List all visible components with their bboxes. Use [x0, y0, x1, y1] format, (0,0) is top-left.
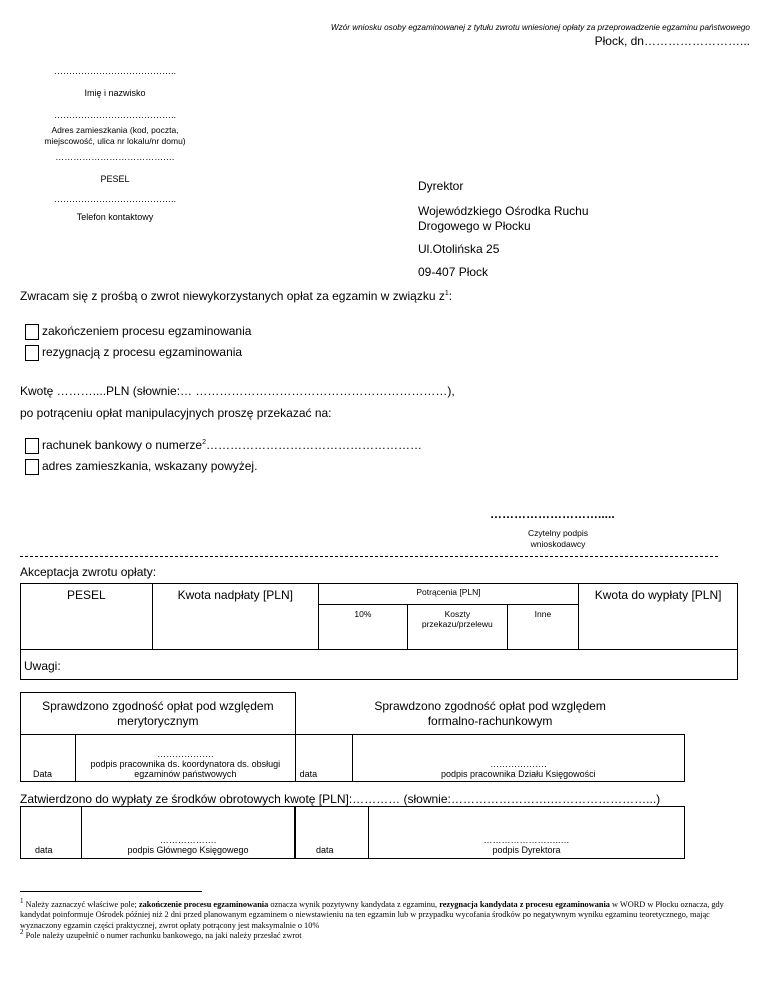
- request-intro: Zwracam się z prośbą o zwrot niewykorzystanych opłat za egzamin w związku $z^1$:: [20, 289, 453, 303]
- address-label: Adres zamieszkania (kod, poczta, miejscowość, ulica nr lokalu/nr domu): [44, 125, 186, 146]
- col-pesel: PESEL: [21, 584, 153, 650]
- verification-table: [20, 692, 685, 782]
- addressee-city: 09-407 Płock: [418, 265, 489, 279]
- sub-col-other: Inne: [507, 605, 579, 650]
- addressee: [418, 179, 608, 280]
- approve-date-1[interactable]: data: [21, 807, 82, 859]
- option-finished-label: zakończeniem procesu egzaminowania: [42, 324, 252, 338]
- verify-date-1[interactable]: Data: [21, 735, 76, 782]
- pesel-label: PESEL: [100, 174, 130, 184]
- checkbox-finished[interactable]: [25, 324, 39, 340]
- bank-account-dots[interactable]: ………………………………………………: [206, 438, 422, 452]
- name-dots[interactable]: …………………………………..: [53, 66, 176, 76]
- approval-line[interactable]: Zatwierdzono do wypłaty ze środków obrotowych kwotę [PLN]:………… (słownie:…………………….……………………...): [20, 792, 661, 806]
- signature-dots[interactable]: ……………………….....: [490, 507, 615, 521]
- col-deductions: Potrącenia [PLN]: [318, 584, 578, 605]
- name-label: Imię i nazwisko: [84, 88, 146, 98]
- col-payout: Kwota do wypłaty [PLN]: [579, 584, 738, 650]
- deduction-line: po potrąceniu opłat manipulacyjnych proszę przekazać na:: [20, 406, 332, 420]
- acceptance-title: Akceptacja zwrotu opłaty:: [20, 565, 157, 579]
- footnote-rule: [20, 891, 202, 892]
- approve-sig-2[interactable]: ……………………..… podpis Dyrektora: [369, 807, 685, 859]
- sub-col-costs: Koszty przekazu/przelewu: [408, 605, 508, 650]
- cut-line: [20, 556, 718, 557]
- acceptance-table: [20, 583, 738, 680]
- addressee-title: Dyrektor: [418, 179, 464, 193]
- footnote-2: $^2$ Pole należy uzupełnić o numer rachunku bankowego, na jaki należy przesłać zwrot: [20, 928, 302, 940]
- form-title: Wzór wniosku osoby egzaminowanej z tytułu zwrotu wniesionej opłaty za przeprowadzenie egzaminu państwowego: [330, 23, 750, 32]
- place-date[interactable]: Płock, dn……………………...: [594, 34, 750, 48]
- amount-line[interactable]: Kwotę ………....PLN (słownie:… ………………………………………………………),: [20, 384, 455, 398]
- pesel-dots[interactable]: ……………………………….…: [55, 152, 175, 162]
- phone-label: Telefon kontaktowy: [76, 212, 154, 222]
- phone-dots[interactable]: …………………………………..: [53, 194, 176, 204]
- verify-date-2[interactable]: data: [295, 735, 352, 782]
- verify-sig-1[interactable]: ………………. podpis pracownika ds. koordynatora ds. obsługi egzaminów państwowych: [76, 735, 296, 782]
- signature-label: Czytelny podpis wnioskodawcy: [527, 528, 588, 549]
- option-resigned-label: rezygnacją z procesu egzaminowania: [42, 345, 243, 359]
- option-bank-label: rachunek bankowy o numerze$^2$………………………………………………: [42, 438, 422, 452]
- check-merit-title: Sprawdzono zgodność opłat pod względem merytorycznym: [21, 693, 296, 735]
- verify-sig-2[interactable]: ………………. podpis pracownika Działu Księgowości: [352, 735, 684, 782]
- address-dots[interactable]: …………………………………..: [53, 110, 176, 120]
- col-overpay: Kwota nadpłaty [PLN]: [152, 584, 318, 650]
- checkbox-address[interactable]: [25, 459, 39, 475]
- sub-col-10pct: 10%: [318, 605, 407, 650]
- checkbox-resigned[interactable]: [25, 345, 39, 361]
- approval-table: [20, 806, 685, 859]
- checkbox-bank[interactable]: [25, 438, 39, 454]
- check-formal-title: Sprawdzono zgodność opłat pod względem formalno-rachunkowym: [295, 693, 684, 735]
- approve-date-2[interactable]: data: [295, 807, 369, 859]
- remarks-field[interactable]: Uwagi:: [21, 650, 738, 680]
- approve-sig-1[interactable]: ………………. podpis Głównego Księgowego: [82, 807, 296, 859]
- addressee-street: Ul.Otolińska 25: [418, 242, 500, 256]
- option-address-label: adres zamieszkania, wskazany powyżej.: [42, 459, 258, 473]
- footnote-1: $^1$ Należy zaznaczyć właściwe pole; zakończenie procesu egzaminowania oznacza wynik pozytywny kandydata z egzaminu, rezygnacja kandydata z procesu egzaminowania w WORD w Płocku oznacza, gdy kandydat poinformuje Ośrodek później niż 2 dni przed planowanym egzaminem o niewstawieniu na ten egzamin lub w przypadku wycofania środków po negatywnym wyniku egzaminu teoretycznego, mając wyznaczony egzamin części praktycznej, zwrot opłaty potrącony jest maksymalnie o 10%: [20, 897, 724, 930]
- addressee-office: Wojewódzkiego Ośrodka Ruchu Drogowego w Płocku: [418, 204, 589, 233]
